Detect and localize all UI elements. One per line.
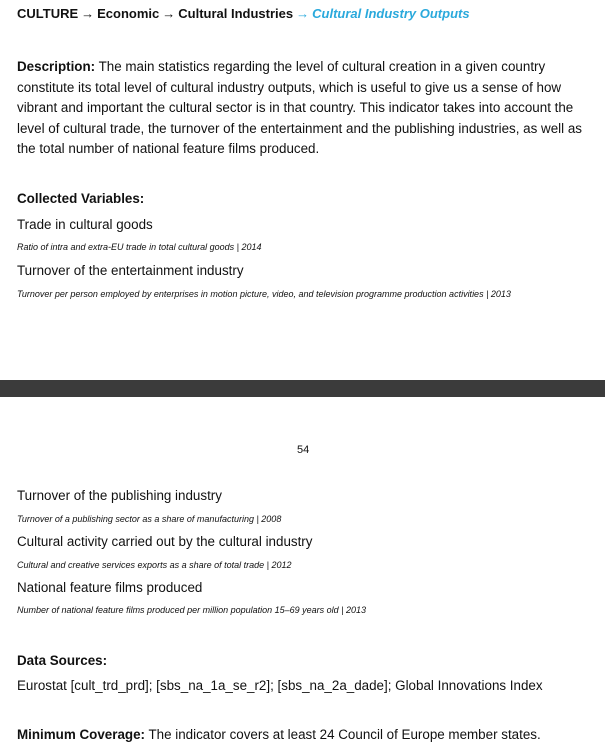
variable-name: National feature films produced xyxy=(17,580,203,595)
description xyxy=(17,57,597,160)
minimum-coverage-text: The indicator covers at least 24 Council of Europe member states. xyxy=(148,727,541,742)
variable-name: Cultural activity carried out by the cultural industry xyxy=(17,534,313,549)
variable-name: Turnover of the publishing industry xyxy=(17,488,222,503)
page-divider xyxy=(0,380,605,397)
breadcrumb-item-cultural-industries[interactable]: Cultural Industries xyxy=(178,6,294,21)
data-sources-text: Eurostat [cult_trd_prd]; [sbs_na_1a_se_r2]; [sbs_na_2a_dade]; Global Innovations Index xyxy=(17,678,543,693)
variable-detail: Turnover per person employed by enterprises in motion picture, video, and television programme production activities | 2013 xyxy=(17,289,511,299)
breadcrumb-item-culture[interactable]: CULTURE xyxy=(17,6,79,21)
minimum-coverage xyxy=(17,727,541,742)
page-lower xyxy=(0,397,605,756)
description-label: Description: xyxy=(17,59,96,74)
collected-variables-title: Collected Variables: xyxy=(17,191,145,206)
variable-detail: Cultural and creative services exports as a share of total trade | 2012 xyxy=(17,560,292,570)
variable-detail: Turnover of a publishing sector as a share of manufacturing | 2008 xyxy=(17,514,282,524)
description-text: The main statistics regarding the level of cultural creation in a given country constitute its total level of cultural industry outputs, which is useful to give us a sense of how vibrant and important the cultural sector is in that country. This indicator takes into account the level of cultural trade, the turnover of the entertainment and the publishing industries, as well as the total number of national feature films produced. xyxy=(17,59,582,157)
breadcrumb-arrow-icon: → xyxy=(162,6,176,21)
variable-detail: Number of national feature films produced per million population 15–69 years old | 2013 xyxy=(17,605,367,615)
minimum-coverage-label: Minimum Coverage: xyxy=(17,727,145,742)
breadcrumb-arrow-icon: → xyxy=(296,6,310,21)
breadcrumb-item-economic[interactable]: Economic xyxy=(97,6,160,21)
variable-name: Turnover of the entertainment industry xyxy=(17,263,244,278)
breadcrumb-current: Cultural Industry Outputs xyxy=(312,6,470,21)
variable-name: Trade in cultural goods xyxy=(17,217,153,232)
variable-detail: Ratio of intra and extra-EU trade in total cultural goods | 2014 xyxy=(17,242,262,252)
page-number: 54 xyxy=(297,444,310,456)
data-sources-title: Data Sources: xyxy=(17,653,108,668)
breadcrumb-arrow-icon: → xyxy=(81,6,95,21)
breadcrumb xyxy=(17,6,470,21)
